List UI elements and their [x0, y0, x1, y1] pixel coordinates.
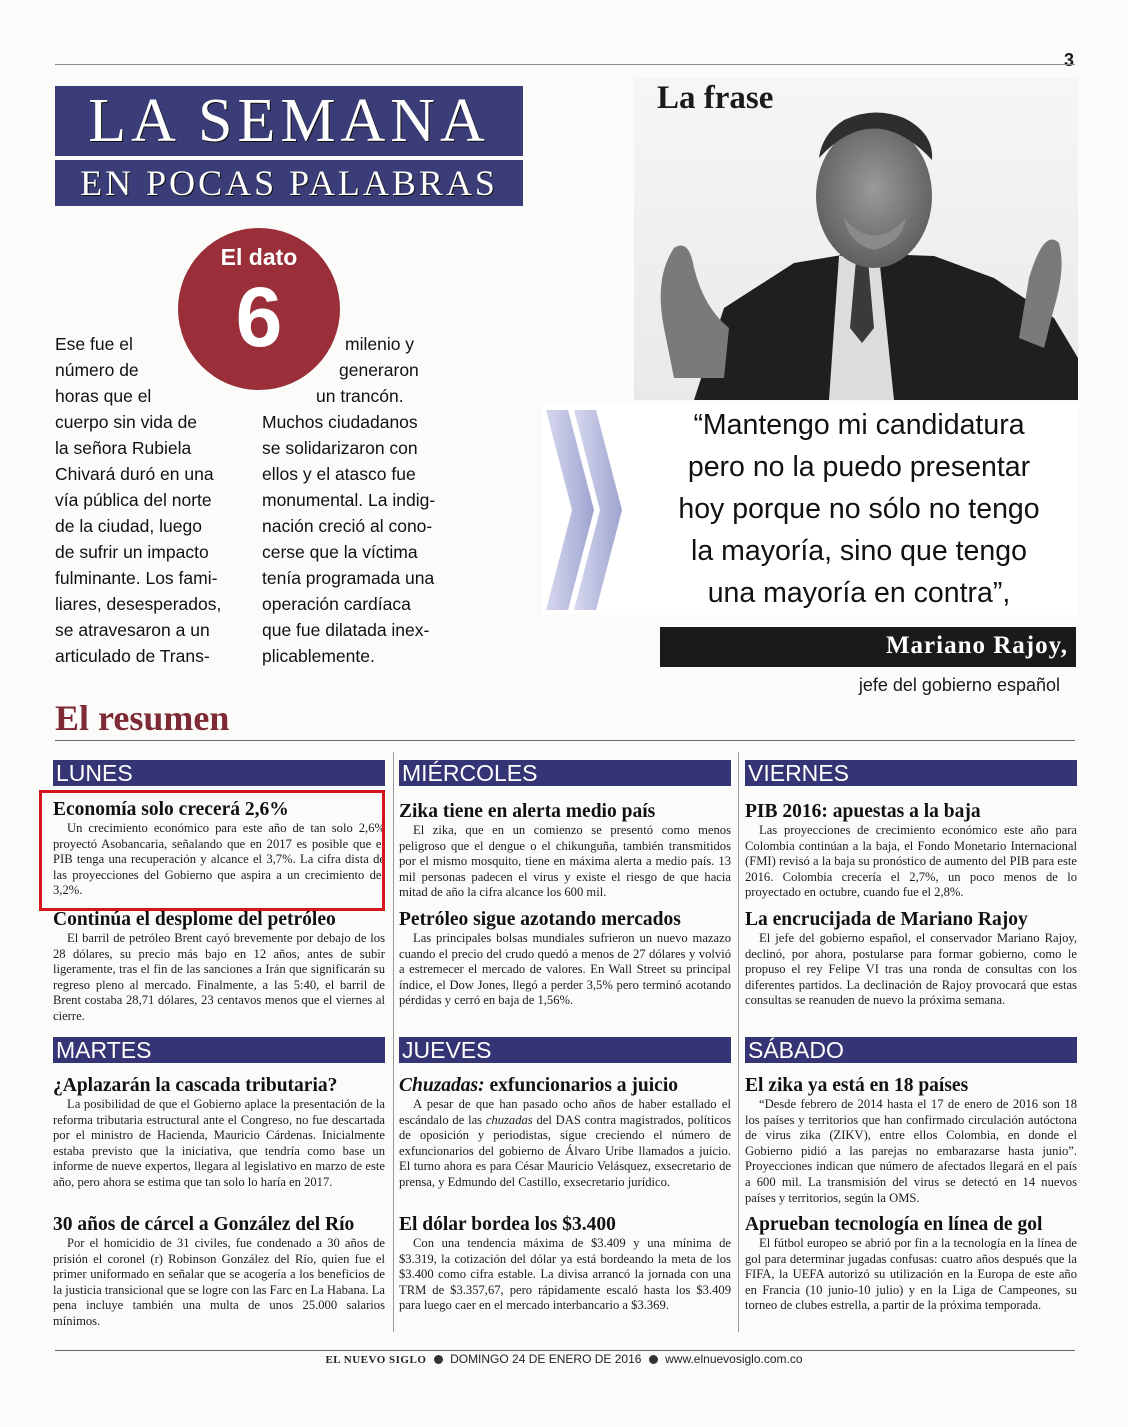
- dato-right-line: monumental. La indig-: [262, 490, 436, 510]
- dato-right-line: nación creció al cono-: [262, 516, 433, 536]
- article-body: El jefe del gobierno español, el conservador Mariano Rajoy, declinó, por ahora, postularse para formar gobierno, como le propuso el rey Felipe VI tras una ronda de consultas con los diferentes partidos. La declinación de Rajoy provocará que estas consultas se reanuden de nuevo la próxima semana.: [745, 931, 1077, 1008]
- article-headline: Continúa el desplome del petróleo: [53, 909, 336, 930]
- article-headline-rest: exfuncionarios a juicio: [484, 1075, 678, 1096]
- article-body: El fútbol europeo se abrió por fin a la tecnología en la línea de gol para determinar jugadas confusas: cuatro años después que la FIFA, la UEFA autorizó su utilización en la Europa de este año en Francia (10 junio-10 julio) y en la Liga de Campeones, su torneo de clubes estrella, a partir de la próxima temporada.: [745, 1236, 1077, 1313]
- dato-left-line: horas que el: [55, 386, 152, 406]
- article-body: El barril de petróleo Brent cayó brevemente por debajo de los 28 dólares, su precio más bajo en 12 años, antes de subir ligeramente, tras el fin de las sanciones a Irán que significarán su regreso pleno al mercado. Finalmente, a las 5:40, el barril de Brent costaba 28,71 dólares, 23 centavos menos que el viernes al cierre.: [53, 931, 385, 1023]
- article-headline: Aprueban tecnología en línea de gol: [745, 1214, 1043, 1235]
- article-body: Con una tendencia máxima de $3.409 y una mínima de $3.319, la cotización del dólar ya está bordeando la meta de los $3.400 como cifra estable. La divisa arrancó la jornada con una TRM de $3.357,67, pero rápidamente escaló hasta los $3.409 para luego caer en el mercado interbancario a $3.369.: [399, 1236, 731, 1313]
- article-headline: El zika ya está en 18 países: [745, 1075, 969, 1096]
- quote-text: [644, 404, 1074, 614]
- dato-label: El dato: [220, 244, 298, 270]
- article-petroleo-mercados: [399, 909, 731, 1009]
- rajoy-photo: [634, 78, 1078, 400]
- day-header-jueves: JUEVES: [399, 1037, 731, 1063]
- dato-left-line: articulado de Trans-: [55, 646, 210, 666]
- article-dolar: [399, 1214, 731, 1314]
- dato-left-line: liares, desesperados,: [55, 594, 222, 614]
- dato-right-line: cerse que la víctima: [262, 542, 418, 562]
- resumen-title: El resumen: [55, 698, 230, 738]
- day-header-miercoles: MIÉRCOLES: [399, 760, 731, 786]
- dato-right-line: operación cardíaca: [262, 594, 411, 614]
- dato-right-line: que fue dilatada inex-: [262, 620, 430, 640]
- footer-url[interactable]: www.elnuevosiglo.com.co: [665, 1352, 803, 1366]
- article-headline: PIB 2016: apuestas a la baja: [745, 801, 981, 822]
- article-body-italic: chuzadas: [485, 1112, 533, 1127]
- dato-left-line: número de: [55, 360, 139, 380]
- dato-right-line: milenio y: [345, 334, 415, 354]
- article-body: Las proyecciones de crecimiento económico este año para Colombia continúan a la baja, el Fondo Monetario Internacional (FMI) revisó a la baja su pronóstico de aumento del PIB para este 2016. Colombia crecería el 2,7%, un poco menos de lo proyectado en octubre, cuando fue el 2,8%.: [745, 823, 1077, 900]
- day-header-sabado: SÁBADO: [745, 1037, 1077, 1063]
- column-divider: [738, 752, 739, 1332]
- dato-right-line: plicablemente.: [262, 646, 375, 666]
- article-zika-alerta: [399, 801, 731, 901]
- frase-title: La frase: [657, 80, 774, 116]
- footer-date: DOMINGO 24 DE ENERO DE 2016: [450, 1352, 642, 1366]
- article-body: La posibilidad de que el Gobierno aplace la presentación de la reforma tributaria estructural ante el Congreso, no fue descartada por el ministro de Hacienda, Mauricio Cárdenas. Inicialmente estaba previsto que la iniciativa, que tendría como base un informe de nueve expertos, llegara al legislativo en marzo de este año, pero ahora se estima que tan solo lo haría en 2017.: [53, 1097, 385, 1189]
- article-body: “Desde febrero de 2014 hasta el 17 de enero de 2016 son 18 los países y territorios que han confirmado circulación autóctona de virus zika (ZIKV), entre ellos Colombia, en donde el Gobierno pidió a las parejas no embarazarse hasta junio”. Proyecciones indican que número de afectados llegará en el país a 600 mil. La transmisión del virus se detectó en 14 nuevos países y territorios, según la OMS.: [745, 1097, 1077, 1205]
- chevron-right-icon: [546, 410, 622, 610]
- quote-line: pero no la puedo presentar: [687, 451, 1031, 483]
- quote-line: una mayoría en contra”,: [707, 577, 1011, 609]
- quote-author: Mariano Rajoy,: [885, 632, 1068, 659]
- dato-left-line: vía pública del norte: [55, 490, 212, 510]
- dato-left-line: cuerpo sin vida de: [55, 412, 198, 432]
- masthead-subtitle: EN POCAS PALABRAS: [55, 160, 523, 206]
- dato-left-line: se atravesaron a un: [55, 620, 210, 640]
- article-headline: Economía solo crecerá 2,6%: [53, 799, 289, 820]
- article-headline: ¿Aplazarán la cascada tributaria?: [53, 1075, 338, 1096]
- footer: [0, 1352, 1128, 1366]
- article-body-part: A pesar de que han pasado ocho años de haber estallado el escándalo de las: [399, 1097, 731, 1127]
- page-number: 3: [1064, 50, 1075, 70]
- article-headline: La encrucijada de Mariano Rajoy: [745, 909, 1028, 930]
- article-gonzalez: [53, 1214, 385, 1330]
- masthead-title: LA SEMANA: [55, 86, 523, 156]
- article-tecnologia-gol: [745, 1214, 1077, 1314]
- footer-divider: [55, 1350, 1075, 1351]
- dato-left-line: fulminante. Los fami-: [55, 568, 218, 588]
- bullet-icon: [434, 1355, 443, 1364]
- footer-brand: EL NUEVO SIGLO: [325, 1354, 427, 1366]
- dato-left-line: la señora Rubiela: [55, 438, 192, 458]
- bullet-icon: [649, 1355, 658, 1364]
- dato-right-line: un trancón.: [316, 386, 404, 406]
- dato-right-line: ellos y el atasco fue: [262, 464, 416, 484]
- quote-line: la mayoría, sino que tengo: [691, 535, 1027, 567]
- dato-right-line: tenía programada una: [262, 568, 435, 588]
- article-headline-italic: Chuzadas:: [399, 1075, 485, 1096]
- quote-line: hoy porque no sólo no tengo: [678, 493, 1040, 525]
- article-headline: Zika tiene en alerta medio país: [399, 801, 656, 822]
- article-headline: Petróleo sigue azotando mercados: [399, 909, 681, 930]
- day-header-martes: MARTES: [53, 1037, 385, 1063]
- article-body: [399, 1097, 731, 1191]
- dato-left-line: Chivará duró en una: [55, 464, 214, 484]
- column-divider: [393, 752, 394, 1332]
- dato-number: 6: [235, 270, 283, 364]
- article-chuzadas: [399, 1075, 731, 1191]
- article-body: Un crecimiento económico para este año de tan solo 2,6% proyectó Asobancaria, señalando que en 2017 es posible que el PIB tenga una recuperación y alcance el 3,7%. La cifra dista de las proyecciones del Gobierno que aspira a un crecimiento del 3,2%.: [53, 821, 385, 898]
- dato-left-line: de sufrir un impacto: [55, 542, 209, 562]
- article-body-part: del DAS contra magistrados, políticos de oposición y periodistas, sigue creciendo el número de exfuncionarios del gobierno de Álvaro Uribe llamados a juicio. El turno ahora es para César Mauricio Velásquez, exsecretario de prensa, y Edmundo del Castillo, exsecretario jurídico.: [399, 1112, 731, 1189]
- resumen-divider: [55, 740, 1075, 741]
- dato-right-line: se solidarizaron con: [262, 438, 418, 458]
- quote-line: “Mantengo mi candidatura: [693, 409, 1025, 441]
- dato-right-line: generaron: [339, 360, 419, 380]
- article-tributaria: [53, 1075, 385, 1191]
- dato-right-line: Muchos ciudadanos: [262, 412, 418, 432]
- article-body: Por el homicidio de 31 civiles, fue condenado a 30 años de prisión el coronel (r) Robinson González del Río, quien fue el primer uniformado en señalar que se acogería a los beneficios de la justicia transicional que se logre con las Farc en La Habana. La pena incluye también una multa de unos 25.000 salarios mínimos.: [53, 1236, 385, 1328]
- highlight-box: [39, 790, 385, 911]
- day-header-lunes: LUNES: [53, 760, 385, 786]
- day-header-viernes: VIERNES: [745, 760, 1077, 786]
- article-headline: El dólar bordea los $3.400: [399, 1214, 616, 1235]
- article-petroleo: [53, 909, 385, 1025]
- dato-left-line: de la ciudad, luego: [55, 516, 202, 536]
- article-pib: [745, 801, 1077, 901]
- article-body: Las principales bolsas mundiales sufrieron un nuevo mazazo cuando el precio del crudo quedó a menos de 27 dólares y volvió a estremecer el mercado de valores. En Wall Street su principal índice, el Dow Jones, llegó a perder 3,5% pero terminó acotando pérdidas y cerró en baja de 1,56%.: [399, 931, 731, 1008]
- article-zika-paises: [745, 1075, 1077, 1206]
- article-headline: [399, 1075, 731, 1097]
- article-headline: 30 años de cárcel a González del Río: [53, 1214, 355, 1235]
- article-body: El zika, que en un comienzo se presentó como menos peligroso que el dengue o el chikunguña, también transmitidos por el mismo mosquito, tiene en máxima alerta a medio país. 13 mil personas padecen el virus y existe el riesgo de que hacia mitad de año la cifra alcance los 600 mil.: [399, 823, 731, 900]
- quote-author-role: jefe del gobierno español: [858, 675, 1060, 695]
- dato-left-line: Ese fue el: [55, 334, 133, 354]
- article-rajoy: [745, 909, 1077, 1009]
